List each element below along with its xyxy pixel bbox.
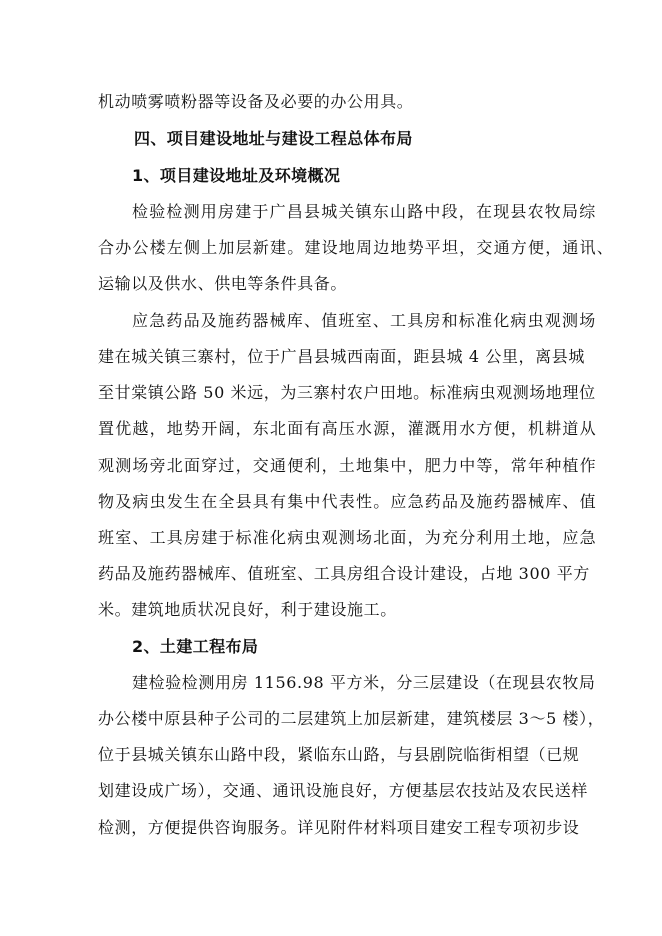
paragraph-line: 建检验检测用房 1156.98 平方米，分三层建设（在现县农牧局: [132, 673, 596, 692]
subsection-heading: 2、土建工程布局: [132, 637, 259, 656]
paragraph-line: 物及病虫发生在全县具有集中代表性。应急药品及施药器械库、值: [98, 492, 597, 511]
paragraph-line: 位于县城关镇东山路中段，紧临东山路，与县剧院临街相望（已规: [98, 745, 580, 764]
paragraph-line: 运输以及供水、供电等条件具备。: [98, 274, 348, 293]
paragraph-line: 观测场旁北面穿过，交通便利，土地集中，肥力中等，常年种植作: [98, 456, 597, 475]
paragraph-line: 办公楼中原县种子公司的二层建筑上加层新建，建筑楼层 3～5 楼），: [98, 709, 605, 728]
paragraph-line: 机动喷雾喷粉器等设备及必要的办公用具。: [98, 92, 414, 111]
paragraph-line: 班室、工具房建于标准化病虫观测场北面，为充分利用土地，应急: [98, 528, 597, 547]
paragraph-line: 检测，方便提供咨询服务。详见附件材料项目建安工程专项初步设: [98, 818, 580, 837]
paragraph-line: 划建设成广场），交通、通讯设施良好，方便基层农技站及农民送样: [98, 781, 589, 800]
paragraph-line: 合办公楼左侧上加层新建。建设地周边地势平坦，交通方便，通讯、: [98, 238, 615, 257]
section-heading: 四、项目建设地址与建设工程总体布局: [134, 129, 413, 148]
paragraph-line: 建在城关镇三寨村，位于广昌县城西南面，距县城 4 公里，离县城: [98, 347, 585, 366]
paragraph-line: 检验检测用房建于广昌县城关镇东山路中段，在现县农牧局综: [132, 202, 597, 221]
paragraph-line: 药品及施药器械库、值班室、工具房组合设计建设，占地 300 平方: [98, 564, 590, 583]
paragraph-line: 置优越，地势开阔，东北面有高压水源，灌溉用水方便，机耕道从: [98, 419, 597, 438]
subsection-heading: 1、项目建设地址及环境概况: [132, 166, 341, 185]
paragraph-line: 米。建筑地质状况良好，利于建设施工。: [98, 600, 397, 619]
paragraph-line: 应急药品及施药器械库、值班室、工具房和标准化病虫观测场: [132, 311, 597, 330]
paragraph-line: 至甘棠镇公路 50 米远，为三寨村农户田地。标准病虫观测场地理位: [98, 383, 596, 402]
